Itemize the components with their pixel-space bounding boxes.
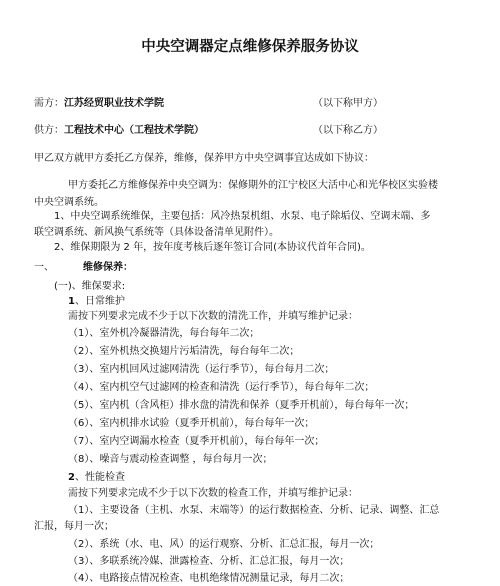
perf-item: （3）、多联系统冷媒、泄露检查、分析、汇总汇报，每月一次；: [68, 556, 350, 567]
party-a-alias: （以下称甲方）: [313, 98, 383, 109]
subsection1-heading: (一)、维保要求:: [54, 281, 126, 292]
para2-line2: 联空调系统、新风换气系统等（具体设备清单见附件）。: [34, 227, 279, 238]
party-b-name: 工程技术中心（工程技术学院）: [64, 125, 204, 136]
item1-description: 需按下列要求完成不少于以下次数的清洗工作，并填写维护记录：: [68, 311, 358, 322]
perf-item: （4）、电路接点情况检查、电机绝缘情况测量记录，每月二次；: [68, 573, 350, 584]
perf-item: （2）、系统（水、电、风）的运行观察、分析、汇总汇报，每月一次；: [68, 539, 380, 550]
item2-description: 需按下列要求完成不少于以下次数的检查工作，并填写维护记录：: [68, 488, 358, 499]
daily-item: （8）、噪音与震动检查调整 ，每台每月一次；: [68, 454, 273, 465]
daily-item: （1）、室外机冷凝器清洗，每台每年二次；: [68, 328, 260, 339]
daily-item: （4）、室内机空气过滤网的检查和清洗（运行季节），每台每年二次；: [68, 382, 375, 393]
para1-line2: 中央空调系统。: [34, 197, 104, 208]
para2-line1: 1、中央空调系统维保，主要包括：风冷热泵机组、水泵、电子除垢仪、空调末端、多: [54, 211, 431, 222]
party-b-alias: （以下称乙方）: [313, 125, 383, 136]
daily-item: （7）、室内空调漏水检查（夏季开机前），每台每年一次；: [68, 436, 325, 447]
daily-item: （5）、室内机（含风柜）排水盘的清洗和保养（夏季开机前），每台每年一次；: [68, 400, 415, 411]
perf-item-line1: （1）、主要设备（主机、水泵、末端等）的运行数据检查、分析、记录、调整、汇总: [68, 505, 440, 516]
document-title: 中央空调器定点维修保养服务协议: [141, 39, 359, 55]
para1-line1: 甲方委托乙方维修保养中央空调为：保修期外的江宁校区大活中心和光华校区实验楼: [68, 180, 438, 191]
party-b-prefix: 供方：: [34, 125, 64, 136]
item1-number: 1: [68, 296, 75, 307]
para3: 2、维保期限为 2 年，按年度考核后逐年签订合同(本协议代首年合同)。: [54, 242, 371, 253]
daily-item: （2）、室外机热交换翅片污垢清洗，每台每年二次；: [68, 346, 300, 357]
item2-title: 、性能检查: [75, 472, 125, 483]
section1-title: 维修保养：: [83, 262, 133, 273]
intro-text: 甲乙双方就甲方委托乙方保养，维修，保养甲方中央空调事宜达成如下协议：: [34, 153, 374, 164]
daily-item: （3）、室内机回风过滤网清洗（运行季节），每台每月二次；: [68, 364, 335, 375]
perf-item-line2: 汇报，每月一次；: [34, 521, 114, 532]
item2-number: 2: [68, 472, 75, 483]
party-a-prefix: 需方：: [34, 98, 64, 109]
daily-item: （6）、室内机排水试验（夏季开机前），每台每年一次；: [68, 418, 315, 429]
item1-title: 、日常维护: [75, 296, 125, 307]
section1-number: 一、: [34, 262, 54, 273]
party-a-name: 江苏经贸职业技术学院: [64, 98, 164, 109]
